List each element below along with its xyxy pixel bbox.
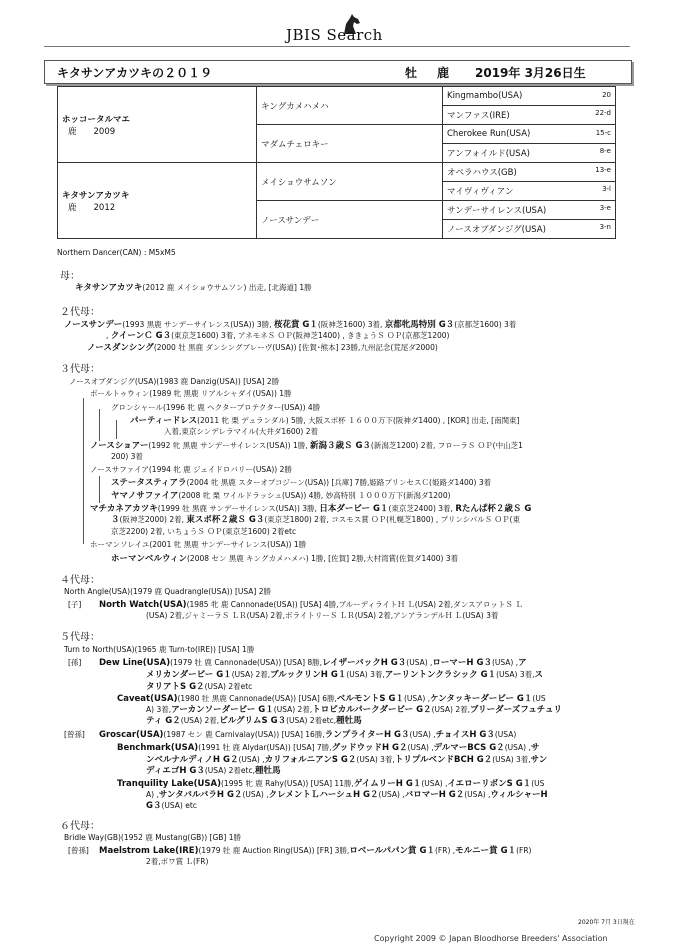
horse-link[interactable]: パーティードレス <box>130 416 198 426</box>
record-text: (USA) 2着, <box>431 705 470 714</box>
record-text: (2008 牝 栗 ワイルドラッシュ(USA)) 4勝, 妙高特別 １０００万下(新潟ダ1200) <box>178 491 451 500</box>
race-name: 東スポ杯２歳Ｓ G３ <box>186 515 265 525</box>
dam-line <box>75 283 312 294</box>
dam-cell <box>58 163 257 239</box>
section-label-g6: ６代母： <box>60 821 100 832</box>
section-label-g5: ５代母： <box>60 632 100 643</box>
family-code: 13-e <box>595 166 611 174</box>
g3-line-4x: 200) 3着 <box>111 452 143 461</box>
g5-a-3 <box>146 682 252 693</box>
record-text: (1979 牡 鹿 Cannonade(USA)) [USA] 8勝, <box>170 658 323 667</box>
sire-name[interactable]: ホッコータルマエ <box>62 114 131 125</box>
tree-line <box>83 398 84 544</box>
record-text: (新潟芝1200) 2着, フローラＳ ＯＰ(中山芝1 <box>370 441 523 450</box>
horse-link[interactable]: ステータスティアラ <box>111 478 187 488</box>
horse-link[interactable]: North Watch(USA) <box>99 600 187 610</box>
g5-a-1 <box>99 658 527 669</box>
record-text: (USA) 3着, <box>356 755 395 764</box>
g3-line-10 <box>111 554 458 565</box>
race-name: クイーンＣ G３ <box>110 331 172 341</box>
race-name: アーカンソーダービー G１ <box>171 705 274 715</box>
inbreeding-note: Northern Dancer(CAN) : M5xM5 <box>57 248 176 257</box>
race-name: デルマーBCS G２ <box>433 743 505 753</box>
g6-line-2: 2着,ボワ賞 Ｌ(FR) <box>146 857 209 866</box>
record-text: (1980 牡 黒鹿 Cannonade(USA)) [USA] 6勝, <box>177 694 337 703</box>
gen2-name[interactable]: メイショウサムソン <box>261 177 337 188</box>
record-text: (USA) , <box>378 790 405 799</box>
gen3-cell <box>443 182 616 201</box>
horse-link[interactable]: マチカネアカツキ <box>90 504 158 514</box>
sire-info: 鹿 2009 <box>68 126 116 137</box>
gen3-name[interactable]: アンフォイルド(USA) <box>447 149 530 159</box>
g3-line-8 <box>90 504 531 515</box>
g5-b-3 <box>146 716 362 727</box>
horse-link[interactable]: ノースショアー <box>90 441 149 451</box>
g5-d-1 <box>117 743 539 754</box>
record-text: (2004 牝 黒鹿 スターオブコジーン(USA)) [兵庫] 7勝,姫路プリンセスＣ(姫路ダ1400) 3着 <box>186 478 492 487</box>
logo-text: JBIS Search <box>286 26 383 44</box>
g4-line-1 <box>99 600 523 611</box>
record-text: (USA) 2着, <box>180 716 220 725</box>
section-label-g2: ２代母： <box>60 307 100 318</box>
race-name: イエローリボンS G１ <box>447 779 532 789</box>
g3-line-9: ホーマンソレイユ(2001 牝 黒鹿 サンデーサイレンス(USA)) 1勝 <box>90 540 307 549</box>
race-name: ブルックリンH G１ <box>270 670 347 680</box>
record-text: (USA) , <box>421 779 448 788</box>
dam-name[interactable]: キタサンアカツキ <box>62 190 130 201</box>
birth-date: 2019年 3月26日生 <box>475 66 586 80</box>
race-name: 桜花賞 G１ <box>273 320 318 330</box>
race-name: アーリントンクラシック G１ <box>384 670 497 680</box>
record-text: (1991 牡 鹿 Alydar(USA)) [USA] 7勝, <box>198 743 332 752</box>
record-text: (USA) , <box>406 658 433 667</box>
horse-link[interactable]: ヤマノサファイア <box>111 491 179 501</box>
section-label-g4: ４代母： <box>60 575 100 586</box>
record-text: (1992 牝 黒鹿 サンデーサイレンス(USA)) 1勝, <box>148 441 310 450</box>
race-name: ３ <box>111 515 120 525</box>
record-text: (USA) , <box>238 755 265 764</box>
tree-line <box>116 420 117 439</box>
record-text: (USA) , <box>242 790 269 799</box>
race-name: ブリーダーズフュチュリ <box>469 705 563 715</box>
record-text: (阪神芝2000) 2着, <box>119 515 187 524</box>
g6-line-1 <box>99 846 531 857</box>
g3-line-3x: 入着,東京シンデレラマイル(大井ダ1600) 2着 <box>164 427 318 436</box>
race-name: グッドウッドH G２ <box>331 743 408 753</box>
title-bar <box>44 60 632 84</box>
gen2-cell <box>257 163 443 201</box>
gen3-cell <box>443 163 616 182</box>
gen2-cell <box>257 87 443 125</box>
record-text: (2012 鹿 メイショウサムソン) 出走, [北海道] 1勝 <box>142 283 312 292</box>
copyright: Copyright 2009 © Japan Bloodhorse Breeders' Association <box>374 934 608 943</box>
g6-root: Bridle Way(GB)(1952 鹿 Mustang(GB)) [GB] 1勝 <box>64 833 241 842</box>
record-text: (東京芝1800) 2着, コスモス賞 ＯＰ(札幌芝1800) , プリンシパルＳ ＯＰ(東 <box>264 515 520 524</box>
horse-link[interactable]: ノースオブダンジグ(USA) <box>69 377 157 386</box>
gen3-cell <box>443 201 616 220</box>
as-of-date: 2020年 7月 3日現在 <box>578 919 635 926</box>
record-text: (USA) , <box>504 743 531 752</box>
record-text: (2000 牡 黒鹿 ダンシングブレーヴ(USA)) [佐賀･熊本] 23勝,九州記念(荒尾ダ2000) <box>153 343 438 352</box>
record-text: (USA) 3着, <box>346 670 385 679</box>
gen3-name[interactable]: マイヴィヴィアン <box>447 187 514 197</box>
g5-tag-2: [曾孫] <box>64 730 85 739</box>
record-text: (東京芝2400) 3着, <box>388 504 456 513</box>
header-divider <box>44 46 630 47</box>
g5-tag-1: [孫] <box>68 658 82 667</box>
race-name: Rたんぱ杯２歳Ｓ G <box>455 504 532 514</box>
race-name: ローマーH G３ <box>432 658 492 668</box>
record-text: (USA) 2着etc, <box>204 766 255 775</box>
horse-link[interactable]: ホーマンベルウィン <box>111 554 187 564</box>
g3-line-6 <box>111 478 491 489</box>
horse-link[interactable]: Groscar(USA) <box>99 730 164 740</box>
race-name: サン <box>530 755 548 765</box>
family-code: 3-n <box>599 223 611 231</box>
section-label-dam: 母： <box>60 271 80 282</box>
record-text: (1987 セン 鹿 Carnivalay(USA)) [USA] 16勝, <box>163 730 325 739</box>
jbis-logo <box>282 10 394 50</box>
race-name: ピルグリムS G３ <box>219 716 287 726</box>
section-label-g3: ３代母： <box>60 364 100 375</box>
g3-line-8x2: 京芝2200) 2着, いちょうＳ ＯＰ(東京芝1600) 2着etc <box>111 527 297 536</box>
g5-b-2 <box>146 705 562 716</box>
record-text: (USA) 2着, <box>231 670 271 679</box>
race-name: トロピカルパークダービー G２ <box>312 705 432 715</box>
record-text: (USA) , <box>464 790 491 799</box>
g3-line-4 <box>90 441 523 452</box>
record-text: (USA) 2着etc <box>204 682 253 691</box>
race-name: ゲイムリーH G１ <box>353 779 422 789</box>
tree-line <box>99 409 100 441</box>
gen3-name[interactable]: ノースオブダンジグ(USA) <box>447 225 546 235</box>
gen3-name[interactable]: Cherokee Run(USA) <box>447 129 531 139</box>
family-code: 3-l <box>602 185 611 193</box>
record-text: (1985 牝 鹿 Cannonade(USA)) [USA] 4勝,ブルーディライトＨ Ｌ(USA) 2着,ダンスアロットＳ Ｌ <box>186 600 523 609</box>
horse-link[interactable]: Dew Line(USA) <box>99 658 171 668</box>
race-name: ケンタッキーダービー G１ <box>430 694 533 704</box>
family-code: 3-e <box>599 204 611 212</box>
gen3-cell <box>443 125 616 144</box>
race-name: 種牡馬 <box>336 716 362 726</box>
race-name: ウィルシャーH <box>490 790 548 800</box>
race-name: ランプライターH G３ <box>324 730 410 740</box>
record-text: (1999 牡 黒鹿 サンデーサイレンス(USA)) 3勝, <box>157 504 320 513</box>
record-text: (京都芝1600) 3着 <box>454 320 517 329</box>
horse-link[interactable]: ノースサンデー <box>64 320 123 330</box>
race-name: ア <box>518 658 527 668</box>
record-text: (阪神芝1600) 3着, <box>317 320 385 329</box>
record-text: (USA) , <box>403 694 431 703</box>
record-text: (FR) , <box>435 846 456 855</box>
g2-line-2 <box>106 331 450 342</box>
g2-line-3 <box>87 343 438 354</box>
g3-line-1: ボールトゥウィン(1989 牝 黒鹿 リアルシャダイ(USA)) 1勝 <box>90 389 292 398</box>
g5-e-3 <box>146 801 197 812</box>
horse-link[interactable]: ノースダンシング <box>87 343 154 353</box>
race-name: 種牡馬 <box>254 766 281 776</box>
gen3-name[interactable]: オペラハウス(GB) <box>447 168 517 178</box>
record-text: (US <box>532 694 546 703</box>
race-name: ディエゴH G３ <box>146 766 205 776</box>
race-name: モルニー賞 G１ <box>455 846 517 856</box>
gen3-name[interactable]: サンデーサイレンス(USA) <box>447 206 547 216</box>
race-name: バロマーH G２ <box>404 790 465 800</box>
record-text: (USA) , <box>491 658 519 667</box>
g3-line-3 <box>130 416 520 427</box>
record-text: (USA) , <box>409 730 436 739</box>
g4-tag: [子] <box>68 600 82 609</box>
sex-color: 牡 鹿 <box>405 66 454 80</box>
gen3-name[interactable]: Kingmambo(USA) <box>447 91 523 101</box>
g3-line-7 <box>111 491 451 502</box>
gen3-cell <box>443 87 616 106</box>
family-code: 20 <box>602 91 611 99</box>
g4-root: North Angle(USA)(1979 鹿 Quadrangle(USA)) [USA] 2勝 <box>64 587 271 596</box>
race-name: メリカンダービー G１ <box>146 670 232 680</box>
race-name: ベルモントS G１ <box>336 694 404 704</box>
record-text: (USA) 3着, <box>492 755 531 764</box>
race-name: 新潟３歳Ｓ G３ <box>309 441 371 451</box>
record-text: , <box>106 331 111 340</box>
record-text: (USA) 3着, <box>496 670 535 679</box>
race-name: ティ G２ <box>146 716 181 726</box>
gen3-cell <box>443 220 616 239</box>
g3-line-8x1 <box>111 515 520 526</box>
horse-link[interactable]: Benchmark(USA) <box>117 743 199 753</box>
pedigree-table <box>57 86 616 239</box>
race-name: トリプルベンドBCH G２ <box>394 755 493 765</box>
family-code: 8-e <box>599 147 611 155</box>
race-name: G３ <box>146 801 162 811</box>
record-text: A) , <box>146 790 159 799</box>
race-name: ロベールパパン賞 G１ <box>349 846 435 856</box>
gen2-cell <box>257 201 443 239</box>
g5-c-1 <box>99 730 516 741</box>
race-name: サ <box>530 743 540 753</box>
g5-e-2 <box>146 790 548 801</box>
g6-tag: [曾孫] <box>68 846 89 855</box>
record-text: (1979 牡 鹿 Auction Ring(USA)) [FR] 3勝, <box>198 846 350 855</box>
g2-line-1 <box>64 320 516 331</box>
gen3-cell <box>443 106 616 125</box>
gen3-name[interactable]: マンファス(IRE) <box>447 111 510 121</box>
gen2-name[interactable]: マダムチェロキー <box>261 139 329 150</box>
record-text: (1995 牝 鹿 Rahy(USA)) [USA] 11勝, <box>221 779 354 788</box>
g5-b-1 <box>117 694 546 705</box>
g3-root <box>69 377 279 388</box>
record-text: (東京芝1600) 3着, アネモネＳ ＯＰ(阪神芝1400) , ききょうＳ ＯＰ(京都芝1200) <box>171 331 450 340</box>
record-text: (USA) etc <box>161 801 197 810</box>
race-name: サンタバルバラH G２ <box>158 790 243 800</box>
dam-info: 鹿 2012 <box>68 202 116 213</box>
horse-link[interactable]: Maelstrom Lake(IRE) <box>99 846 199 856</box>
tree-line <box>99 476 100 503</box>
g4-line-2: (USA) 2着,ジャミーラＳ ＬＲ(USA) 2着,ボライトリーＳ ＬＲ(USA) 2着,アンアランデルＨ Ｌ(USA) 3着 <box>146 611 499 620</box>
race-name: 日本ダービー G１ <box>319 504 389 514</box>
g5-a-2 <box>146 670 543 681</box>
race-name: クレメントＬハーシュH G２ <box>268 790 379 800</box>
race-name: レイザーバックH G３ <box>322 658 407 668</box>
gen2-name[interactable]: ノースサンデー <box>261 215 320 226</box>
gen3-cell <box>443 144 616 163</box>
gen2-cell <box>257 125 443 163</box>
sire-cell <box>58 87 257 163</box>
race-name: タリアトS G２ <box>146 682 205 692</box>
pedigree-title: キタサンアカツキの２０１９ <box>57 66 213 80</box>
record-text: (USA) , <box>407 743 434 752</box>
family-code: 15-c <box>595 129 611 137</box>
record-text: (FR) <box>516 846 532 855</box>
horse-link[interactable]: キタサンアカツキ <box>75 283 143 293</box>
race-name: 京都牝馬特別 G３ <box>384 320 455 330</box>
race-name: チョイスH G３ <box>435 730 495 740</box>
race-name: ンベルナルディノH G２ <box>146 755 239 765</box>
race-name: カリフォルニアンS G２ <box>264 755 357 765</box>
record-text: (1993 黒鹿 サンデーサイレンス(USA)) 3勝, <box>122 320 274 329</box>
gen2-name[interactable]: キングカメハメハ <box>261 101 329 112</box>
g5-root: Turn to North(USA)(1965 鹿 Turn-to(IRE)) [USA] 1勝 <box>64 645 255 654</box>
g5-e-1 <box>117 779 544 790</box>
race-name: ス <box>534 670 544 680</box>
record-text: A) 3着, <box>146 705 172 714</box>
horse-link[interactable]: Tranquility Lake(USA) <box>117 779 221 789</box>
record-text: (USA) 2着etc, <box>286 716 337 725</box>
record-text: (2008 セン 黒鹿 キングカメハメハ) 1勝, [佐賀] 2勝,大村湾賞(佐賀ダ1400) 3着 <box>187 554 459 563</box>
record-text: (2011 牝 栗 デュランダル) 5勝, 大阪スポ杯 １６００万下(阪神ダ1400) , [KOR] 出走, [南関東] <box>197 416 520 425</box>
record-text: (1983 鹿 Danzig(USA)) [USA] 2勝 <box>156 377 280 386</box>
g3-line-2: グロンシャール(1996 牝 鹿 ヘクタープロテクター(USA)) 4勝 <box>111 403 321 412</box>
record-text: (USA) 2着, <box>273 705 313 714</box>
g5-d-3 <box>146 766 280 777</box>
record-text: (USA) <box>494 730 517 739</box>
g5-d-2 <box>146 755 547 766</box>
horse-link[interactable]: Caveat(USA) <box>117 694 178 704</box>
record-text: (US <box>531 779 545 788</box>
g3-line-5: ノースサファイア(1994 牝 鹿 ジェイドロバリー(USA)) 2勝 <box>90 465 292 474</box>
family-code: 22-d <box>595 109 611 117</box>
